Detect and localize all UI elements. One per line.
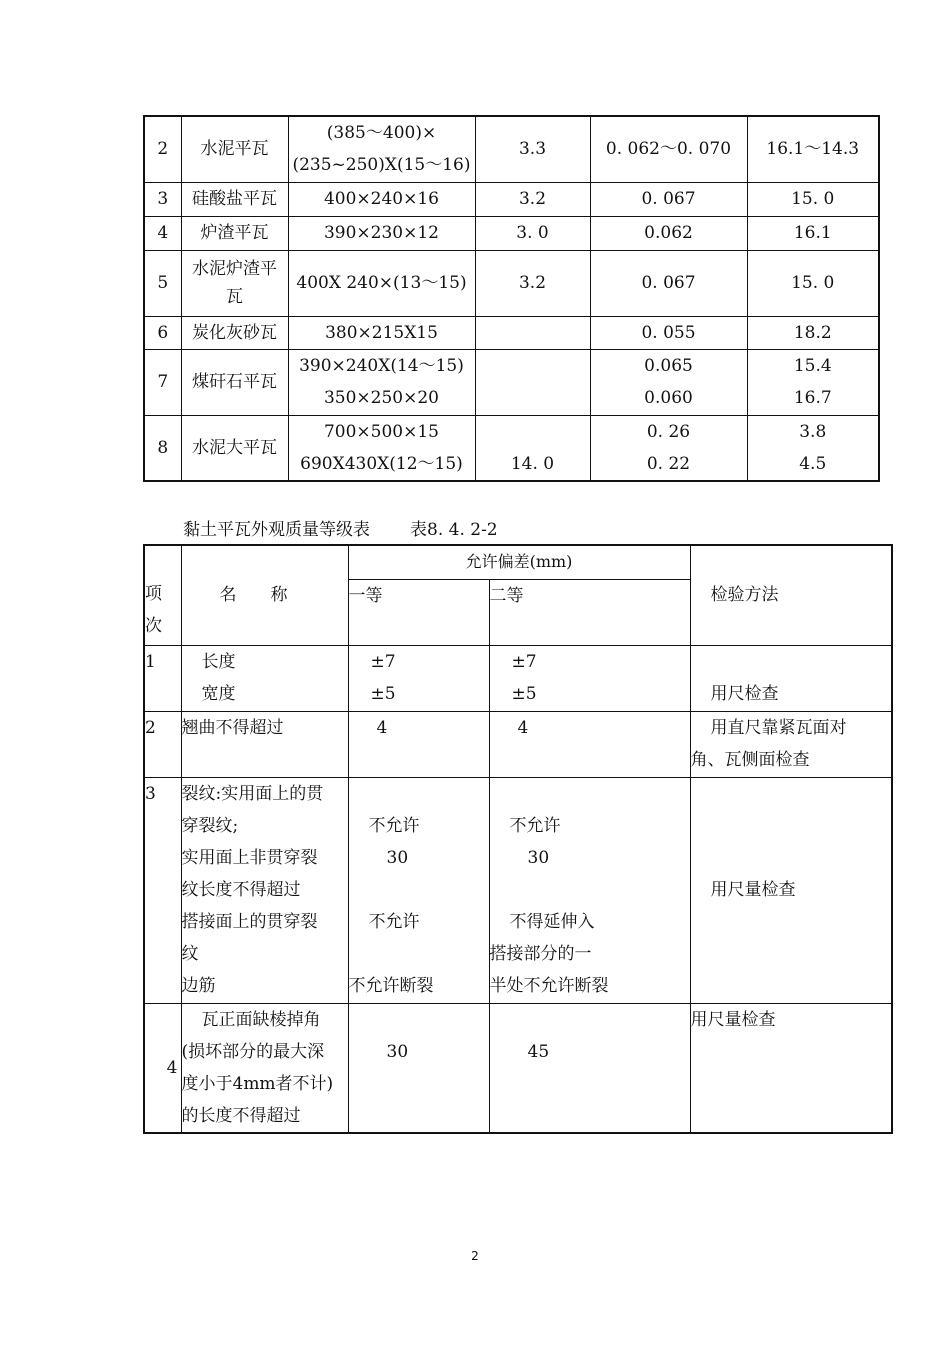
header-method: 检验方法 [690,545,892,645]
value-b: 0.062 [590,216,747,250]
header-grade-1: 一等 [348,579,489,645]
row-number: 4 [144,216,181,250]
tile-size: 700×500×15 690X430X(12～15) [288,415,475,481]
value-c: 15. 0 [747,250,879,316]
table-row [144,645,892,711]
header-name: 名 称 [181,545,348,645]
table-row [144,711,892,777]
value-b: 0. 067 [590,182,747,216]
value-c: 15. 0 [747,182,879,216]
item-name: 长度 宽度 [181,645,348,711]
table-row [144,250,879,316]
value-a: 14. 0 [475,415,590,481]
table-row [144,216,879,250]
tile-size: 390×240X(14～15) 350×250×20 [288,349,475,415]
tile-name: 煤矸石平瓦 [181,349,288,415]
header-tolerance: 允许偏差(mm) [348,545,690,579]
grade-1-value: 不允许 30 不允许 不允许断裂 [348,777,489,1003]
inspection-method: 用尺检查 [690,645,892,711]
header-grade-2: 二等 [489,579,690,645]
value-c: 16.1 [747,216,879,250]
grade-1-value: 30 [348,1003,489,1133]
value-a: 3. 0 [475,216,590,250]
table-row [144,1003,892,1133]
value-c: 18.2 [747,316,879,349]
tile-size: 400X 240×(13～15) [288,250,475,316]
quality-grade-table [143,544,893,1134]
table-row [144,777,892,1003]
row-number: 2 [144,711,181,777]
tile-name: 炭化灰砂瓦 [181,316,288,349]
grade-2-value: 不允许 30 不得延伸入 搭接部分的一 半处不允许断裂 [489,777,690,1003]
table-row [144,182,879,216]
row-number: 6 [144,316,181,349]
value-a [475,349,590,415]
tile-name: 炉渣平瓦 [181,216,288,250]
value-a: 3.2 [475,182,590,216]
inspection-method: 用尺量检查 [690,1003,892,1133]
grade-1-value: 4 [348,711,489,777]
row-number: 8 [144,415,181,481]
row-number: 3 [144,777,181,1003]
item-name: 裂纹:实用面上的贯 穿裂纹; 实用面上非贯穿裂 纹长度不得超过 搭接面上的贯穿裂 纹 边筋 [181,777,348,1003]
row-number: 7 [144,349,181,415]
value-b: 0. 055 [590,316,747,349]
value-a [475,316,590,349]
tile-name: 水泥大平瓦 [181,415,288,481]
row-number: 5 [144,250,181,316]
tile-size: 390×230×12 [288,216,475,250]
header-row [144,545,892,579]
tile-name: 水泥炉渣平瓦 [181,250,288,316]
grade-1-value: ±7 ±5 [348,645,489,711]
caption-number: 表8. 4. 2-2 [410,520,498,540]
value-b: 0. 26 0. 22 [590,415,747,481]
tile-name: 硅酸盐平瓦 [181,182,288,216]
table-row [144,316,879,349]
value-b: 0.065 0.060 [590,349,747,415]
value-b: 0. 062～0. 070 [590,116,747,182]
grade-2-value: 4 [489,711,690,777]
row-number: 1 [144,645,181,711]
tile-size: 380×215X15 [288,316,475,349]
table-row [144,116,879,182]
item-name: 翘曲不得超过 [181,711,348,777]
tile-size: 400×240×16 [288,182,475,216]
value-a: 3.2 [475,250,590,316]
value-c: 3.8 4.5 [747,415,879,481]
header-item-number: 项 次 [144,545,181,645]
value-b: 0. 067 [590,250,747,316]
inspection-method: 用直尺靠紧瓦面对 角、瓦侧面检查 [690,711,892,777]
table-row [144,415,879,481]
row-number: 3 [144,182,181,216]
value-c: 15.4 16.7 [747,349,879,415]
row-number: 4 [144,1003,181,1133]
material-spec-table [143,115,880,482]
value-a: 3.3 [475,116,590,182]
item-name: 瓦正面缺棱掉角 (损坏部分的最大深 度小于4mm者不计) 的长度不得超过 [181,1003,348,1133]
page-number: 2 [471,1249,479,1263]
value-c: 16.1～14.3 [747,116,879,182]
table-caption [183,517,498,543]
caption-title: 黏土平瓦外观质量等级表 [183,520,370,540]
tile-size: (385～400)× (235~250)X(15～16) [288,116,475,182]
row-number: 2 [144,116,181,182]
grade-2-value: ±7 ±5 [489,645,690,711]
inspection-method: 用尺量检查 [690,777,892,1003]
tile-name: 水泥平瓦 [181,116,288,182]
grade-2-value: 45 [489,1003,690,1133]
table-row [144,349,879,415]
